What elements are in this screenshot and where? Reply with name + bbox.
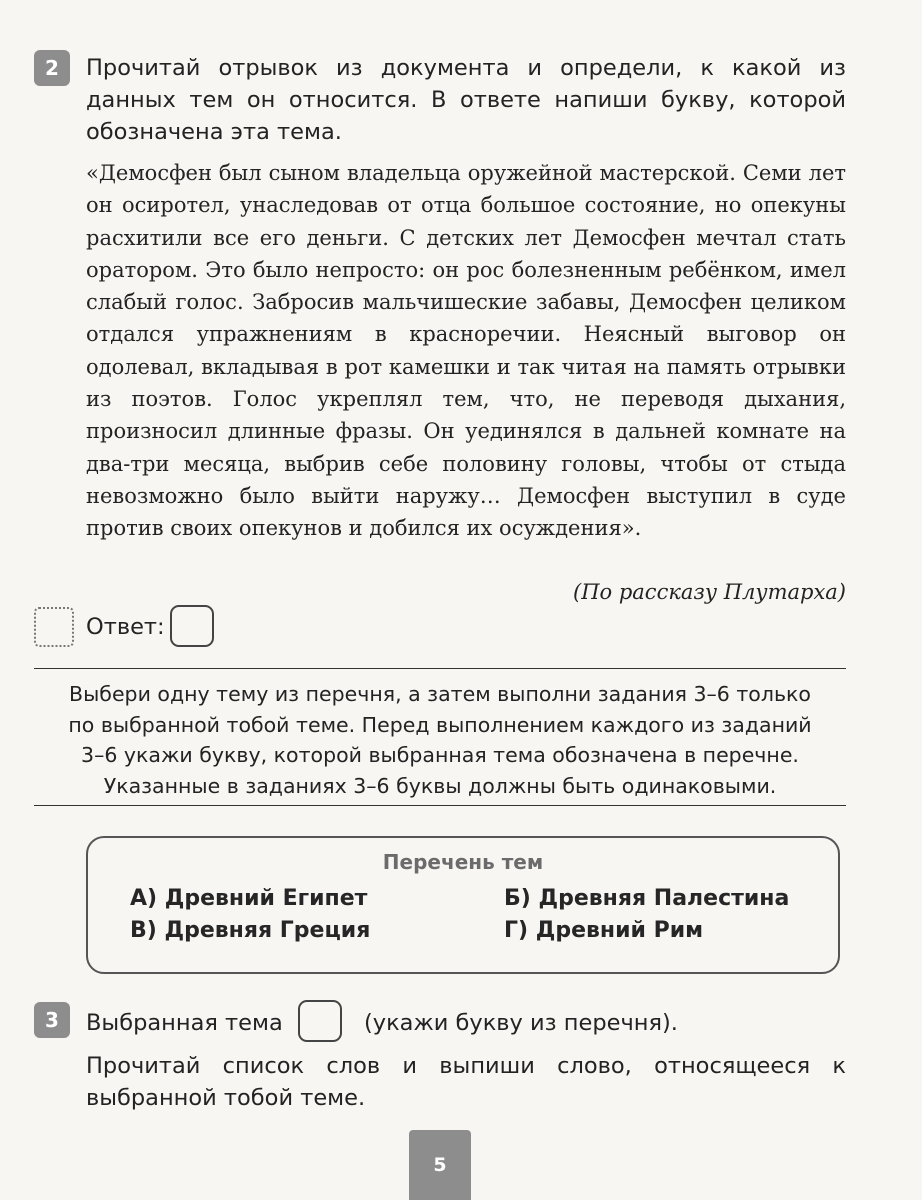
excerpt-source: (По рассказу Плутарха) <box>573 580 846 604</box>
topic-selection-instructions <box>34 679 846 801</box>
divider-bottom <box>34 805 846 806</box>
task-2-prompt: Прочитай отрывок из документа и определи, к какой из данных тем он относится. В ответе напиши букву, которой обозначена эта тема. <box>86 55 846 145</box>
topic-list-title: Перечень тем <box>382 850 544 874</box>
selected-topic-input-box[interactable] <box>298 1000 342 1042</box>
task-number-badge: 2 <box>34 50 70 86</box>
topic-option-a: А) Древний Египет <box>130 886 368 911</box>
selected-topic-hint: (укажи букву из перечня). <box>364 1010 678 1036</box>
task-number-badge: 3 <box>34 1002 70 1038</box>
divider-top <box>34 668 846 669</box>
score-box <box>34 607 74 647</box>
instruction-line: по выбранной тобой теме. Перед выполнением каждого из заданий <box>68 712 812 737</box>
topic-list-box <box>86 836 840 974</box>
instruction-line: Выбери одну тему из перечня, а затем выполни задания 3–6 только <box>69 682 811 706</box>
instruction-line: 3–6 укажи букву, которой выбранная тема обозначена в перечне. <box>81 743 799 767</box>
task-3-prompt: Прочитай список слов и выпиши слово, относящееся к выбранной тобой теме. <box>86 1053 846 1111</box>
instruction-line: Указанные в заданиях 3–6 буквы должны быть одинаковыми. <box>103 773 777 798</box>
topic-option-b: Б) Древняя Палестина <box>504 886 790 911</box>
answer-label: Ответ: <box>86 614 165 640</box>
selected-topic-label: Выбранная тема <box>86 1010 283 1036</box>
document-excerpt: «Демосфен был сыном владельца оружейной мастерской. Семи лет он осиротел, унаследовав от отца большое состояние, но опекуны расхитили все его деньги. С детских лет Демосфен мечтал стать оратором. Это было непросто: он рос болезненным ребёнком, имел слабый голос. Забросив мальчишеские забавы, Демосфен целиком отдался упражнениям в красноречии. Неясный выговор он одолевал, вкладывая в рот камешки и так читая на память отрывки из поэтов. Голос укреплял тем, что, не переводя дыхания, произносил длинные фразы. Он уединялся в дальней комнате на два-три месяца, выбрив себе половину головы, чтобы от стыда невозможно было выйти наружу… Демосфен выступил в суде против своих опекунов и добился их осуждения». <box>86 161 846 541</box>
topic-option-v: В) Древняя Греция <box>130 918 371 943</box>
answer-input-box[interactable] <box>170 605 214 647</box>
page-number: 5 <box>409 1130 471 1200</box>
topic-option-g: Г) Древний Рим <box>504 918 704 943</box>
